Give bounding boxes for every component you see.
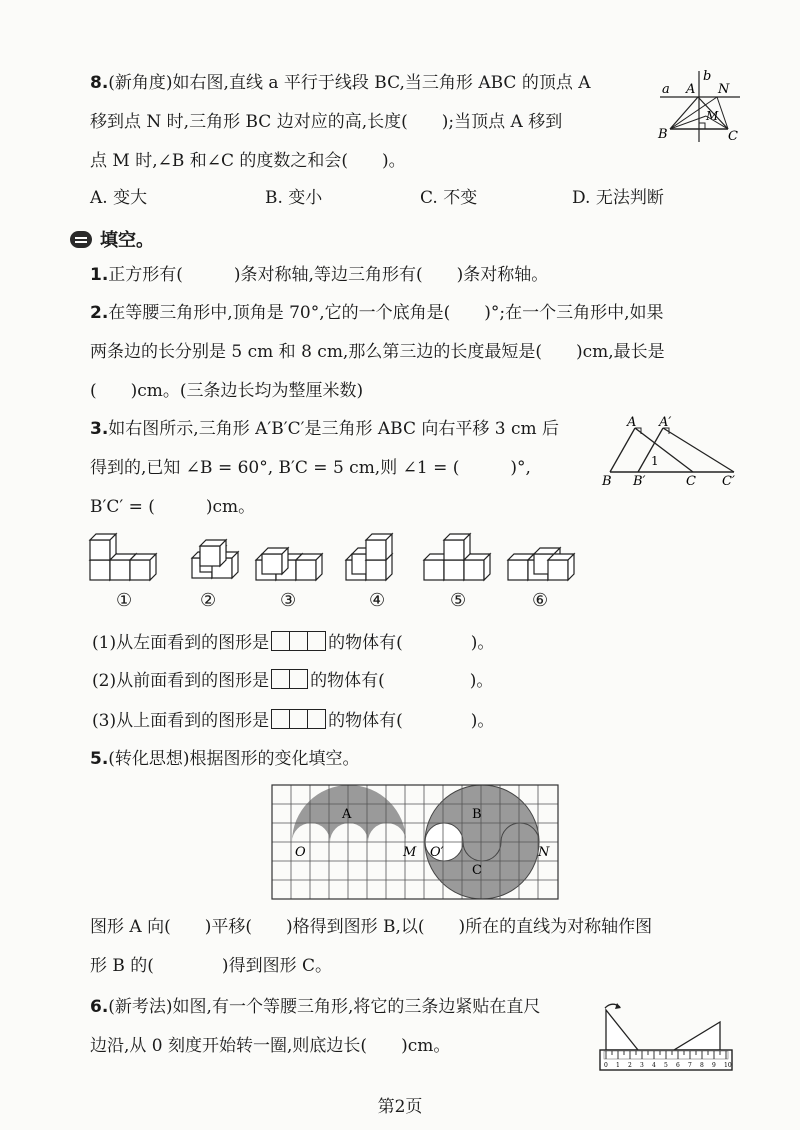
ruler-number-1: 1 xyxy=(616,1062,620,1069)
grid-label-M: M xyxy=(403,845,417,860)
grid-label-O-prime: O′ xyxy=(430,845,444,860)
question-2-number: 2. xyxy=(90,303,109,323)
ruler-number-0: 0 xyxy=(604,1062,608,1069)
fig3-label-A-prime: A′ xyxy=(659,415,672,430)
option-d[interactable]: D. 无法判断 xyxy=(572,188,664,208)
option-a[interactable]: A. 变大 xyxy=(90,188,148,208)
cube-shape-4 xyxy=(346,534,392,580)
sub-1-prefix: (1)从左面看到的图形是 xyxy=(92,633,270,653)
cube-label-3: ③ xyxy=(280,590,297,611)
sub-3-prefix: (3)从上面看到的图形是 xyxy=(92,711,270,731)
section-2-icon xyxy=(70,231,92,248)
question-4-cube-figures xyxy=(88,528,588,584)
ruler-number-10: 10 xyxy=(724,1062,732,1069)
question-8-number: 8. xyxy=(90,73,109,93)
grid-label-C: C xyxy=(472,863,482,878)
question-3-line-2: 得到的,已知 ∠B = 60°, B′C = 5 cm,则 ∠1 = ( )°, xyxy=(90,458,531,478)
question-3-line-3: B′C′ = ( )cm。 xyxy=(90,497,256,517)
cube-shape-5 xyxy=(424,534,490,580)
question-4-sub-1 xyxy=(92,628,494,653)
grid-label-B: B xyxy=(472,807,482,822)
fig8-label-A: A xyxy=(686,82,696,97)
fig3-label-B-prime: B′ xyxy=(633,474,646,489)
question-5-title: (转化思想)根据图形的变化填空。 xyxy=(108,749,360,769)
sub-2-suffix: 的物体有( )。 xyxy=(310,671,494,691)
question-2-line-2: 两条边的长分别是 5 cm 和 8 cm,那么第三边的长度最短是( )cm,最长是 xyxy=(90,342,665,362)
option-b[interactable]: B. 变小 xyxy=(265,188,323,208)
cube-label-6: ⑥ xyxy=(532,590,549,611)
question-6-number: 6. xyxy=(90,997,109,1017)
sub-2-prefix: (2)从前面看到的图形是 xyxy=(92,671,270,691)
ruler-number-9: 9 xyxy=(712,1062,716,1069)
fig8-label-M: M xyxy=(706,109,719,123)
cube-label-5: ⑤ xyxy=(450,590,467,611)
sub-2-view-grid xyxy=(271,669,308,689)
question-4-sub-2 xyxy=(92,666,493,691)
sub-1-view-grid xyxy=(271,631,326,651)
sub-3-view-grid xyxy=(271,709,326,729)
grid-label-N: N xyxy=(538,845,550,860)
fig8-label-N: N xyxy=(718,82,730,97)
grid-label-A: A xyxy=(342,807,352,822)
question-5-line-2: 形 B 的( )得到图形 C。 xyxy=(90,956,332,976)
fig8-label-a: a xyxy=(662,82,670,97)
fig8-label-B: B xyxy=(658,127,668,142)
question-8-figure xyxy=(656,68,742,144)
fig3-label-B: B xyxy=(602,474,612,489)
ruler-number-8: 8 xyxy=(700,1062,704,1069)
cube-shape-3 xyxy=(256,548,322,580)
question-2 xyxy=(90,294,740,411)
fig3-label-A: A xyxy=(627,415,637,430)
ruler-number-5: 5 xyxy=(664,1062,668,1069)
page-number: 第2页 xyxy=(377,1097,423,1117)
fig3-label-C-prime: C′ xyxy=(722,474,735,489)
cube-label-4: ④ xyxy=(369,590,386,611)
fig8-label-b: b xyxy=(703,69,712,84)
cube-shape-2 xyxy=(192,540,238,578)
ruler-number-6: 6 xyxy=(676,1062,680,1069)
question-8-line-1: (新角度)如右图,直线 a 平行于线段 BC,当三角形 ABC 的顶点 A xyxy=(108,73,591,93)
ruler-number-7: 7 xyxy=(688,1062,692,1069)
question-5-number: 5. xyxy=(90,749,109,769)
question-6-line-2: 边沿,从 0 刻度开始转一圈,则底边长( )cm。 xyxy=(90,1036,451,1056)
question-2-line-1: 在等腰三角形中,顶角是 70°,它的一个底角是( )°;在一个三角形中,如果 xyxy=(108,303,664,323)
sub-3-suffix: 的物体有( )。 xyxy=(328,711,495,731)
question-6-line-1: (新考法)如图,有一个等腰三角形,将它的三条边紧贴在直尺 xyxy=(108,997,541,1017)
question-1-text: 正方形有( )条对称轴,等边三角形有( )条对称轴。 xyxy=(108,265,549,285)
question-8-line-3: 点 M 时,∠B 和∠C 的度数之和会( )。 xyxy=(90,151,406,171)
fig3-label-C: C xyxy=(686,474,696,489)
question-8 xyxy=(90,64,740,181)
question-6-ruler-figure xyxy=(592,998,740,1074)
question-5-grid-figure xyxy=(270,783,560,903)
question-5-fill xyxy=(90,908,740,986)
cube-label-2: ② xyxy=(200,590,217,611)
fig3-label-angle-1: 1 xyxy=(651,454,659,468)
grid-label-O: O xyxy=(295,845,306,860)
question-8-line-2: 移到点 N 时,三角形 BC 边对应的高,长度( );当顶点 A 移到 xyxy=(90,112,563,132)
question-4-sub-3 xyxy=(92,706,494,731)
question-3-figure xyxy=(600,414,745,490)
question-3-line-1: 如右图所示,三角形 A′B′C′是三角形 ABC 向右平移 3 cm 后 xyxy=(108,419,560,439)
cube-shape-1 xyxy=(90,534,156,580)
ruler-number-2: 2 xyxy=(628,1062,632,1069)
section-2-heading xyxy=(70,226,154,252)
question-1-number: 1. xyxy=(90,265,109,285)
question-2-line-3: ( )cm。(三条边长均为整厘米数) xyxy=(90,381,364,401)
question-1 xyxy=(90,256,740,295)
ruler-number-4: 4 xyxy=(652,1062,656,1069)
sub-1-suffix: 的物体有( )。 xyxy=(328,633,495,653)
cube-label-1: ① xyxy=(116,590,133,611)
cube-shape-6 xyxy=(508,548,574,580)
question-5 xyxy=(90,740,740,779)
question-3-number: 3. xyxy=(90,419,109,439)
fig8-label-C: C xyxy=(728,129,738,144)
option-c[interactable]: C. 不变 xyxy=(420,188,478,208)
question-5-line-1: 图形 A 向( )平移( )格得到图形 B,以( )所在的直线为对称轴作图 xyxy=(90,917,653,937)
ruler-number-3: 3 xyxy=(640,1062,644,1069)
section-2-title: 填空。 xyxy=(100,230,154,251)
